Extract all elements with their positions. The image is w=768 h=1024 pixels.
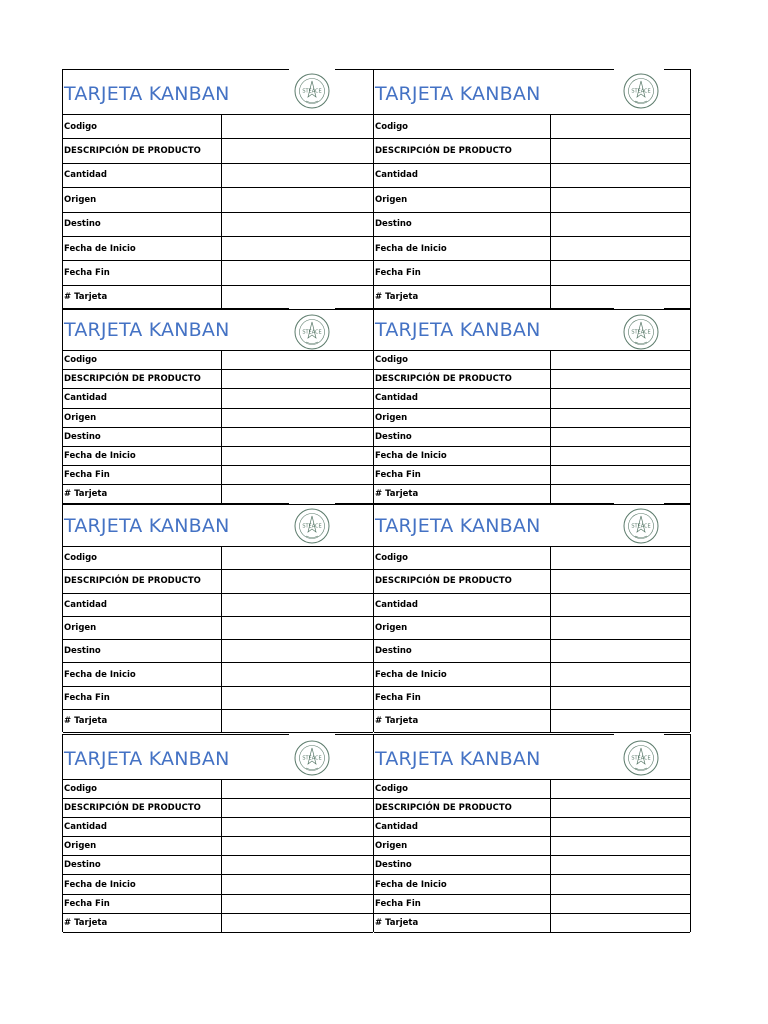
- kanban-card: [373, 69, 691, 309]
- field-value-cell[interactable]: [221, 856, 373, 874]
- field-row: [374, 710, 690, 733]
- field-label: Fecha de Inicio: [375, 243, 447, 254]
- field-value-cell[interactable]: [221, 799, 373, 817]
- field-label: DESCRIPCIÓN DE PRODUCTO: [64, 576, 201, 587]
- field-row: [63, 261, 373, 285]
- academy-seal-icon: [621, 312, 661, 352]
- field-value-cell[interactable]: [221, 818, 373, 836]
- field-value-cell[interactable]: [221, 389, 373, 407]
- field-row: [63, 663, 373, 686]
- field-value-cell[interactable]: [221, 428, 373, 446]
- card-title: TARJETA KANBAN: [375, 515, 541, 537]
- field-row: [374, 485, 690, 504]
- academy-seal-icon: [292, 738, 332, 778]
- field-label: # Tarjeta: [375, 292, 419, 303]
- field-row: [374, 570, 690, 593]
- card-title: TARJETA KANBAN: [375, 319, 541, 341]
- field-value-cell[interactable]: [550, 799, 690, 817]
- card-header: [63, 503, 373, 547]
- card-header: [374, 734, 690, 780]
- field-label: Cantidad: [64, 170, 107, 181]
- field-value-cell[interactable]: [221, 351, 373, 369]
- field-row: [374, 351, 690, 370]
- field-value-cell[interactable]: [550, 447, 690, 465]
- field-label: Fecha de Inicio: [375, 451, 447, 462]
- field-label: DESCRIPCIÓN DE PRODUCTO: [375, 374, 512, 385]
- field-row: [63, 213, 373, 237]
- field-row: [63, 237, 373, 261]
- field-value-cell[interactable]: [221, 710, 373, 732]
- field-value-cell[interactable]: [550, 164, 690, 187]
- field-value-cell[interactable]: [550, 547, 690, 569]
- field-value-cell[interactable]: [550, 687, 690, 709]
- field-row: [374, 447, 690, 466]
- field-label: Codigo: [375, 784, 408, 795]
- field-value-cell[interactable]: [550, 818, 690, 836]
- academy-seal-icon: [621, 71, 661, 111]
- field-value-cell[interactable]: [221, 188, 373, 211]
- academy-seal-icon: [292, 506, 332, 546]
- field-row: [63, 780, 373, 799]
- field-label: # Tarjeta: [64, 917, 108, 928]
- field-value-cell[interactable]: [550, 188, 690, 211]
- field-value-cell[interactable]: [550, 856, 690, 874]
- field-row: [63, 370, 373, 389]
- card-title: TARJETA KANBAN: [375, 748, 541, 770]
- field-label: Origen: [375, 412, 408, 423]
- field-row: [63, 710, 373, 733]
- seal-text: STEACE: [631, 329, 651, 336]
- field-row: [374, 428, 690, 447]
- academy-seal-icon: [621, 506, 661, 546]
- academy-seal-icon: [292, 71, 332, 111]
- field-label: DESCRIPCIÓN DE PRODUCTO: [64, 803, 201, 814]
- field-value-cell[interactable]: [550, 428, 690, 446]
- field-label: Origen: [375, 194, 408, 205]
- field-label: Destino: [64, 431, 101, 442]
- kanban-card: [373, 503, 691, 732]
- field-label: Codigo: [64, 784, 97, 795]
- field-value-cell[interactable]: [550, 389, 690, 407]
- field-row: [63, 139, 373, 163]
- field-row: [63, 428, 373, 447]
- card-header: [374, 308, 690, 351]
- kanban-card: [373, 734, 691, 932]
- field-value-cell[interactable]: [550, 594, 690, 616]
- field-row: [63, 687, 373, 710]
- seal-text: STEACE: [631, 88, 651, 95]
- card-header: [63, 308, 373, 351]
- field-value-cell[interactable]: [221, 370, 373, 388]
- field-value-cell[interactable]: [550, 570, 690, 592]
- field-label: # Tarjeta: [64, 716, 108, 727]
- seal-text: STEACE: [302, 329, 322, 336]
- field-value-cell[interactable]: [550, 261, 690, 284]
- field-row: [374, 261, 690, 285]
- card-title: TARJETA KANBAN: [64, 515, 230, 537]
- field-value-cell[interactable]: [550, 351, 690, 369]
- field-value-cell[interactable]: [550, 617, 690, 639]
- field-row: [63, 485, 373, 504]
- kanban-card: [63, 69, 373, 309]
- field-row: [374, 409, 690, 428]
- field-row: [374, 594, 690, 617]
- field-row: [63, 409, 373, 428]
- academy-seal-icon: [621, 738, 661, 778]
- field-label: Codigo: [375, 553, 408, 564]
- field-label: Fecha de Inicio: [64, 879, 136, 890]
- seal-text: STEACE: [302, 755, 322, 762]
- field-value-cell[interactable]: [221, 570, 373, 592]
- field-row: [374, 617, 690, 640]
- field-value-cell[interactable]: [221, 261, 373, 284]
- field-row: [63, 466, 373, 485]
- field-value-cell[interactable]: [550, 409, 690, 427]
- field-label: Destino: [375, 860, 412, 871]
- field-value-cell[interactable]: [550, 640, 690, 662]
- field-label: # Tarjeta: [375, 716, 419, 727]
- card-title: TARJETA KANBAN: [64, 83, 230, 105]
- field-value-cell[interactable]: [221, 466, 373, 484]
- field-value-cell[interactable]: [221, 594, 373, 616]
- field-value-cell[interactable]: [550, 837, 690, 855]
- field-label: Cantidad: [64, 393, 107, 404]
- field-label: Destino: [64, 219, 101, 230]
- field-value-cell[interactable]: [221, 485, 373, 503]
- field-row: [374, 799, 690, 818]
- field-row: [63, 389, 373, 408]
- field-row: [374, 139, 690, 163]
- field-value-cell[interactable]: [550, 710, 690, 732]
- card-header: [374, 69, 690, 115]
- field-value-cell[interactable]: [550, 139, 690, 162]
- field-label: DESCRIPCIÓN DE PRODUCTO: [64, 146, 201, 157]
- field-label: Codigo: [64, 553, 97, 564]
- field-row: [374, 466, 690, 485]
- field-value-cell[interactable]: [221, 447, 373, 465]
- field-row: [63, 286, 373, 310]
- field-value-cell[interactable]: [221, 780, 373, 798]
- field-row: [63, 617, 373, 640]
- field-label: Fecha Fin: [64, 898, 110, 909]
- field-label: Cantidad: [375, 393, 418, 404]
- field-value-cell[interactable]: [221, 895, 373, 913]
- field-label: Cantidad: [64, 599, 107, 610]
- field-label: # Tarjeta: [64, 292, 108, 303]
- seal-text: STEACE: [631, 755, 651, 762]
- field-label: DESCRIPCIÓN DE PRODUCTO: [375, 576, 512, 587]
- field-label: Cantidad: [375, 599, 418, 610]
- field-row: [374, 780, 690, 799]
- academy-seal-icon: [292, 312, 332, 352]
- field-row: [374, 115, 690, 139]
- field-label: Codigo: [64, 355, 97, 366]
- field-label: Cantidad: [64, 822, 107, 833]
- field-row: [63, 914, 373, 933]
- field-row: [374, 286, 690, 310]
- field-label: # Tarjeta: [375, 489, 419, 500]
- kanban-row-block: [62, 503, 690, 732]
- field-label: Fecha de Inicio: [64, 243, 136, 254]
- field-label: Fecha Fin: [64, 692, 110, 703]
- field-label: Destino: [375, 646, 412, 657]
- field-value-cell[interactable]: [221, 547, 373, 569]
- field-label: Origen: [375, 841, 408, 852]
- kanban-row-block: [62, 69, 690, 309]
- kanban-card: [63, 734, 373, 932]
- field-label: Fecha de Inicio: [375, 669, 447, 680]
- field-row: [63, 594, 373, 617]
- field-row: [63, 895, 373, 914]
- field-row: [374, 687, 690, 710]
- field-row: [374, 237, 690, 261]
- field-label: # Tarjeta: [64, 489, 108, 500]
- field-row: [63, 351, 373, 370]
- field-label: Fecha Fin: [375, 268, 421, 279]
- field-row: [63, 570, 373, 593]
- field-row: [63, 818, 373, 837]
- field-row: [374, 213, 690, 237]
- field-label: Fecha de Inicio: [375, 879, 447, 890]
- field-label: Origen: [64, 194, 97, 205]
- field-label: DESCRIPCIÓN DE PRODUCTO: [375, 803, 512, 814]
- field-value-cell[interactable]: [221, 139, 373, 162]
- field-value-cell[interactable]: [221, 663, 373, 685]
- kanban-sheet: [62, 69, 689, 935]
- field-label: Origen: [375, 623, 408, 634]
- seal-text: STEACE: [302, 88, 322, 95]
- field-value-cell[interactable]: [550, 286, 690, 309]
- field-label: Destino: [64, 646, 101, 657]
- field-row: [63, 547, 373, 570]
- card-header: [63, 734, 373, 780]
- card-title: TARJETA KANBAN: [375, 83, 541, 105]
- field-value-cell[interactable]: [550, 914, 690, 932]
- field-label: DESCRIPCIÓN DE PRODUCTO: [64, 374, 201, 385]
- field-row: [374, 914, 690, 933]
- field-row: [374, 895, 690, 914]
- field-row: [374, 370, 690, 389]
- kanban-card: [63, 308, 373, 504]
- field-row: [374, 663, 690, 686]
- kanban-row-block: [62, 308, 690, 504]
- field-label: Fecha de Inicio: [64, 669, 136, 680]
- field-value-cell[interactable]: [221, 237, 373, 260]
- field-row: [374, 640, 690, 663]
- field-value-cell[interactable]: [550, 466, 690, 484]
- field-value-cell[interactable]: [550, 370, 690, 388]
- field-value-cell[interactable]: [221, 914, 373, 932]
- field-label: Origen: [64, 841, 97, 852]
- field-value-cell[interactable]: [550, 485, 690, 503]
- field-value-cell[interactable]: [550, 780, 690, 798]
- field-label: # Tarjeta: [375, 917, 419, 928]
- card-title: TARJETA KANBAN: [64, 748, 230, 770]
- field-value-cell[interactable]: [221, 875, 373, 893]
- field-value-cell[interactable]: [550, 237, 690, 260]
- field-label: Origen: [64, 623, 97, 634]
- field-label: Origen: [64, 412, 97, 423]
- field-value-cell[interactable]: [550, 115, 690, 138]
- field-label: Codigo: [375, 355, 408, 366]
- field-value-cell[interactable]: [550, 875, 690, 893]
- field-row: [374, 875, 690, 894]
- field-row: [374, 818, 690, 837]
- field-value-cell[interactable]: [221, 837, 373, 855]
- kanban-card: [373, 308, 691, 504]
- field-row: [63, 115, 373, 139]
- card-header: [374, 503, 690, 547]
- field-label: Fecha Fin: [375, 692, 421, 703]
- field-row: [374, 856, 690, 875]
- field-row: [374, 837, 690, 856]
- field-label: Codigo: [64, 121, 97, 132]
- kanban-row-block: [62, 734, 690, 932]
- card-header: [63, 69, 373, 115]
- field-value-cell[interactable]: [550, 213, 690, 236]
- field-value-cell[interactable]: [221, 286, 373, 309]
- field-row: [63, 875, 373, 894]
- field-label: Fecha Fin: [64, 268, 110, 279]
- field-value-cell[interactable]: [221, 115, 373, 138]
- field-row: [63, 640, 373, 663]
- field-row: [374, 547, 690, 570]
- seal-text: STEACE: [302, 523, 322, 530]
- field-value-cell[interactable]: [550, 895, 690, 913]
- field-label: Destino: [375, 219, 412, 230]
- field-label: Cantidad: [375, 170, 418, 181]
- field-row: [63, 188, 373, 212]
- field-value-cell[interactable]: [550, 663, 690, 685]
- field-row: [63, 447, 373, 466]
- field-row: [63, 837, 373, 856]
- field-value-cell[interactable]: [221, 640, 373, 662]
- field-label: Fecha de Inicio: [64, 451, 136, 462]
- kanban-card: [63, 503, 373, 732]
- field-value-cell[interactable]: [221, 164, 373, 187]
- field-label: DESCRIPCIÓN DE PRODUCTO: [375, 146, 512, 157]
- field-label: Fecha Fin: [64, 470, 110, 481]
- field-row: [63, 856, 373, 875]
- field-label: Cantidad: [375, 822, 418, 833]
- field-value-cell[interactable]: [221, 687, 373, 709]
- field-label: Codigo: [375, 121, 408, 132]
- card-title: TARJETA KANBAN: [64, 319, 230, 341]
- field-row: [374, 389, 690, 408]
- field-value-cell[interactable]: [221, 409, 373, 427]
- field-label: Destino: [64, 860, 101, 871]
- field-label: Fecha Fin: [375, 898, 421, 909]
- field-row: [63, 799, 373, 818]
- field-value-cell[interactable]: [221, 213, 373, 236]
- field-row: [63, 164, 373, 188]
- field-row: [374, 188, 690, 212]
- field-value-cell[interactable]: [221, 617, 373, 639]
- field-label: Fecha Fin: [375, 470, 421, 481]
- seal-text: STEACE: [631, 523, 651, 530]
- field-label: Destino: [375, 431, 412, 442]
- field-row: [374, 164, 690, 188]
